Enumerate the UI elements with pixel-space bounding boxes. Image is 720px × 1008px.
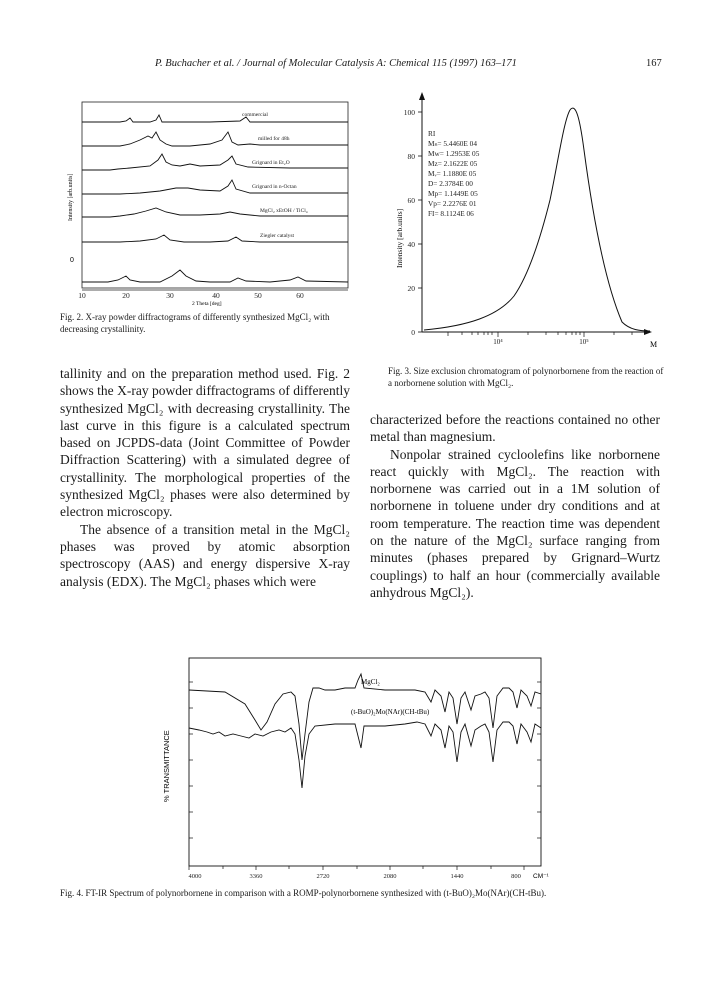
fig4-x-tick: 1440 [450, 873, 464, 880]
fig4-x-tick: 800 [511, 873, 521, 880]
fig3-y-tick-20: 20 [407, 284, 415, 293]
running-header [0, 58, 720, 78]
fig3-legend [428, 129, 480, 218]
fig3-caption: Fig. 3. Size exclusion chromatogram of polynorbornene from the reaction of a norbornene solution with MgCl₂. [388, 366, 664, 388]
fig2-label-grignard-et2o: Grignard in Et₂O [252, 160, 290, 166]
fig3-y-tick-0: 0 [411, 328, 415, 337]
fig2-curves [82, 115, 348, 282]
fig3-legend-line: Mz= 2.1622E 05 [428, 159, 478, 168]
fig4-frame [189, 658, 541, 866]
body-column-right [370, 411, 660, 601]
fig2-label-ziegler: Ziegler catalyst [260, 233, 295, 239]
fig4-y-label: % TRANSMITTANCE [162, 730, 171, 802]
figure-4 [155, 652, 555, 882]
fig2-plot [60, 96, 360, 306]
fig2-curve-commercial [82, 115, 348, 122]
page-number: 167 [646, 58, 662, 69]
fig2-curve-grignard-et2o [82, 154, 348, 170]
fig2-x-tick-30: 30 [166, 291, 174, 300]
fig3-legend-line: Mᵥ= 1.1880E 05 [428, 169, 477, 178]
fig3-x-tick-1e4: 10⁴ [493, 338, 503, 346]
fig2-x-tick-40: 40 [212, 291, 220, 300]
fig4-plot [155, 652, 555, 882]
fig4-spectrum-mgcl2 [189, 674, 541, 760]
fig3-legend-line: FI= 8.1124E 06 [428, 209, 474, 218]
fig3-y-arrow [419, 92, 425, 100]
fig2-x-tick-50: 50 [254, 291, 262, 300]
fig2-y-label: Intensity [arb.units] [68, 173, 74, 221]
fig3-legend-line: Mw= 1.2953E 05 [428, 149, 480, 158]
fig2-x-tick-10: 10 [78, 291, 86, 300]
fig3-y-tick-60: 60 [407, 196, 415, 205]
fig4-label-mgcl2: MgCl₂ [361, 678, 380, 686]
fig4-label-mo-complex: (t-BuO)₂Mo(NAr)(CH-tBu) [351, 708, 430, 716]
fig3-legend-line: Mₙ= 5.4460E 04 [428, 139, 477, 148]
figure-2 [60, 96, 360, 306]
fig4-x-tick: 2720 [316, 873, 330, 880]
fig4-x-tick: 3360 [249, 873, 263, 880]
fig3-plot [388, 90, 668, 348]
fig3-legend-line: Vp= 2.2276E 01 [428, 199, 477, 208]
body-paragraph: characterized before the reactions contained no other metal than magnesium. [370, 412, 660, 445]
body-paragraph: tallinity and on the preparation method used. Fig. 2 shows the X-ray powder diffractograms of differently synthesized MgCl₂ with decreasing crystallinity. The last curve in this figure is a calculated spectrum based on JCPDS-data (Joint Committee of Powder Diffraction Scattering) with a simulated degree of crystallinity. The morphological properties of the synthesized MgCl₂ phases were also determined by electron microscopy. [60, 366, 350, 520]
fig3-x-arrow [644, 329, 652, 335]
fig3-y-tick-100: 100 [403, 108, 415, 117]
fig2-label-mgcl2-etoh: MgCl₂ xEtOH / TiCl₄ [260, 208, 308, 214]
fig4-spectrum-mo-complex [189, 722, 541, 788]
fig3-y-label: Intensity [arb.units] [395, 208, 404, 268]
fig3-legend-line: Mp= 1.1449E 05 [428, 189, 478, 198]
fig4-caption: Fig. 4. FT-IR Spectrum of polynorbornene in comparison with a ROMP-polynorbornene synthesized with (t-BuO)₂Mo(NAr)(CH-tBu). [60, 888, 547, 898]
fig3-x-tick-1e5: 10⁵ [579, 338, 589, 346]
fig3-legend-line: D= 2.3784E 00 [428, 179, 473, 188]
fig2-curve-ziegler [82, 235, 348, 242]
body-paragraph: Nonpolar strained cycloolefins like norbornene react quickly with MgCl₂. The reaction with norbornene was carried out in a 1M solution of norbornene in toluene under dry conditions and at room temperature. The reaction time was dependent on the nature of the MgCl₂ surface ranging from minutes (phases prepared by Grignard–Wurtz couplings) to half an hour (commercially available anhydrous MgCl₂). [370, 446, 660, 600]
running-title: P. Buchacher et al. / Journal of Molecular Catalysis A: Chemical 115 (1997) 163–171 [155, 58, 517, 69]
fig4-x-tick: 4000 [188, 873, 202, 880]
fig2-caption: Fig. 2. X-ray powder diffractograms of differently synthesized MgCl₂ with decreasing crystallinity. [60, 312, 330, 334]
fig2-curve-calculated [82, 270, 348, 282]
fig3-legend-line: RI [428, 129, 436, 138]
fig2-label-commercial: commercial [242, 112, 268, 118]
fig3-y-tick-80: 80 [407, 152, 415, 161]
fig2-curve-milled [82, 132, 348, 146]
fig3-y-tick-40: 40 [407, 240, 415, 249]
fig2-x-tick-60: 60 [296, 291, 304, 300]
fig2-x-tick-20: 20 [122, 291, 130, 300]
fig2-label-milled: milled for 48h [258, 136, 290, 142]
fig2-frame [82, 102, 348, 288]
fig2-label-grignard-octan: Grignard in n-Octan [252, 184, 297, 190]
fig3-x-label: M [650, 340, 658, 348]
fig2-x-label: 2 Theta [deg] [192, 301, 222, 306]
fig4-x-unit: CM⁻¹ [533, 873, 549, 880]
figure-3 [388, 90, 668, 348]
fig2-y-zero: 0 [70, 257, 74, 264]
fig2-curve-mgcl2-etoh [82, 208, 348, 217]
body-column-left [60, 365, 350, 590]
fig4-x-tick: 2080 [383, 873, 397, 880]
body-paragraph: The absence of a transition metal in the MgCl₂ phases was proved by atomic absorption spectroscopy (AAS) and energy dispersive X-ray analysis (EDX). The MgCl₂ phases which were [60, 521, 350, 589]
fig2-curve-grignard-octan [82, 180, 348, 194]
